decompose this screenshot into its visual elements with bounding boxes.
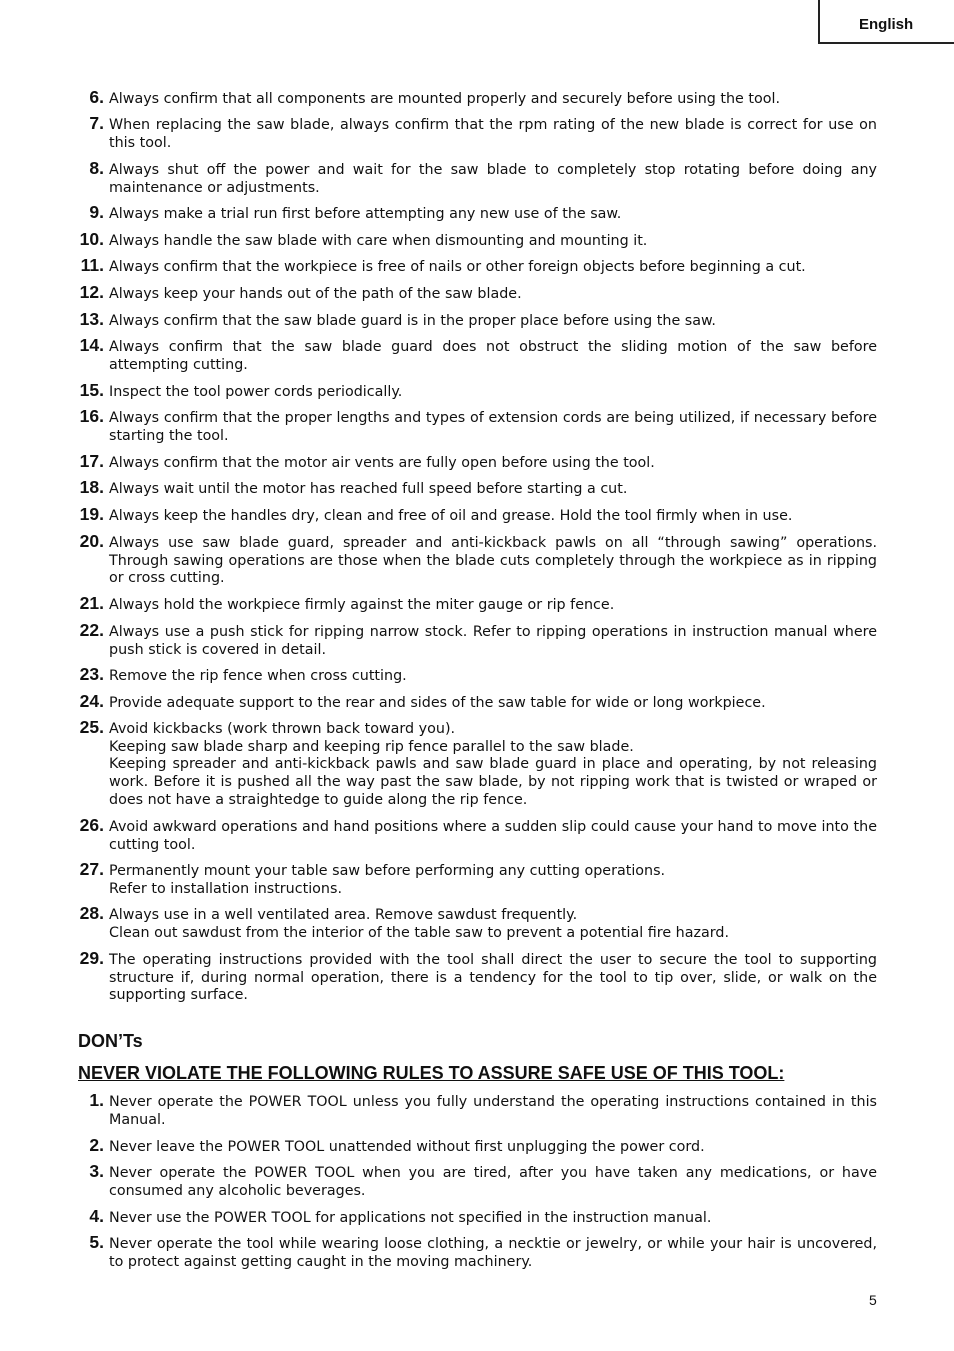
- item-number: 5.: [89, 1232, 104, 1252]
- item-text: Remove the rip fence when cross cutting.: [109, 668, 407, 684]
- item-number: 9.: [89, 202, 104, 222]
- item-text: Always use a push stick for ripping narrow stock. Refer to ripping operations in instruction manual where push stick is covered in detail.: [109, 624, 877, 658]
- item-number: 15.: [79, 380, 104, 400]
- item-number: 27.: [79, 859, 104, 879]
- item-text: The operating instructions provided with the tool shall direct the user to secure the tool to supporting structure if, during normal operation, there is a tendency for the tool to tip over, slide, or walk on the supporting surface.: [109, 952, 877, 1004]
- item-number: 11.: [80, 255, 104, 275]
- donts-heading: DON’Ts: [78, 1031, 143, 1051]
- item-number: 18.: [79, 477, 104, 497]
- item-number: 29.: [79, 948, 104, 968]
- item-text: Always confirm that the workpiece is free of nails or other foreign objects before beginning a cut.: [109, 259, 806, 275]
- item-text: Always confirm that the saw blade guard is in the proper place before using the saw.: [109, 313, 716, 329]
- item-number: 25.: [79, 717, 104, 737]
- item-text: Always confirm that all components are mounted properly and securely before using the tool.: [109, 91, 781, 107]
- language-label: English: [859, 16, 914, 33]
- item-text: Always keep your hands out of the path of the saw blade.: [109, 286, 522, 302]
- page-number: 5: [869, 1292, 877, 1308]
- item-text: Always confirm that the saw blade guard does not obstruct the sliding motion of the saw before attempting cutting.: [109, 339, 877, 373]
- item-text: Provide adequate support to the rear and sides of the saw table for wide or long workpiece.: [109, 695, 766, 711]
- item-number: 6.: [89, 87, 104, 107]
- item-text: Always handle the saw blade with care when dismounting and mounting it.: [109, 233, 648, 249]
- item-number: 12.: [79, 282, 104, 302]
- item-text: Inspect the tool power cords periodically.: [109, 384, 403, 400]
- item-number: 13.: [79, 309, 104, 329]
- item-number: 17.: [79, 451, 104, 471]
- item-number: 1.: [89, 1090, 104, 1110]
- item-number: 3.: [89, 1161, 104, 1181]
- item-number: 2.: [89, 1135, 104, 1155]
- item-text: Always use in a well ventilated area. Remove sawdust frequently. Clean out sawdust from the interior of the table saw to prevent a potential fire hazard.: [109, 907, 730, 941]
- item-text: Never operate the tool while wearing loose clothing, a necktie or jewelry, or while your hair is uncovered, to protect against getting caught in the moving machinery.: [109, 1236, 877, 1270]
- item-number: 21.: [79, 593, 104, 613]
- item-number: 24.: [79, 691, 104, 711]
- item-number: 28.: [79, 903, 104, 923]
- item-text: Always keep the handles dry, clean and free of oil and grease. Hold the tool firmly when in use.: [109, 508, 793, 524]
- item-text: Avoid kickbacks (work thrown back toward you). Keeping saw blade sharp and keeping rip fence parallel to the saw blade. Keeping spreader and anti-kickback pawls and saw blade guard in place and operating, by not releasing work. Before it is pushed all the way past the saw blade, by not ripping work that is twisted or wraped or does not have a straightedge to guide along the rip fence.: [109, 721, 877, 808]
- item-text: Avoid awkward operations and hand positions where a sudden slip could cause your hand to move into the cutting tool.: [109, 819, 877, 853]
- item-number: 23.: [79, 664, 104, 684]
- item-number: 8.: [89, 158, 104, 178]
- item-text: Never operate the POWER TOOL when you are tired, after you have taken any medications, or have consumed any alcoholic beverages.: [109, 1165, 877, 1199]
- item-text: Always hold the workpiece firmly against the miter gauge or rip fence.: [109, 597, 615, 613]
- item-text: Never operate the POWER TOOL unless you fully understand the operating instructions contained in this Manual.: [109, 1094, 877, 1128]
- item-number: 26.: [79, 815, 104, 835]
- item-text: Always shut off the power and wait for the saw blade to completely stop rotating before doing any maintenance or adjustments.: [109, 162, 877, 196]
- item-number: 10.: [79, 229, 104, 249]
- item-text: Never leave the POWER TOOL unattended without first unplugging the power cord.: [109, 1139, 705, 1155]
- item-number: 22.: [79, 620, 104, 640]
- item-number: 16.: [79, 406, 104, 426]
- never-violate-heading: NEVER VIOLATE THE FOLLOWING RULES TO ASSURE SAFE USE OF THIS TOOL:: [78, 1063, 785, 1083]
- item-text: Permanently mount your table saw before performing any cutting operations. Refer to installation instructions.: [109, 863, 666, 897]
- item-number: 19.: [79, 504, 104, 524]
- item-number: 14.: [79, 335, 104, 355]
- item-number: 7.: [89, 113, 104, 133]
- item-text: Always make a trial run first before attempting any new use of the saw.: [109, 206, 622, 222]
- item-text: Always confirm that the proper lengths and types of extension cords are being utilized, if necessary before starting the tool.: [109, 410, 877, 444]
- item-text: Never use the POWER TOOL for applications not specified in the instruction manual.: [109, 1210, 712, 1226]
- item-number: 20.: [79, 531, 104, 551]
- item-number: 4.: [89, 1206, 104, 1226]
- item-text: Always use saw blade guard, spreader and anti-kickback pawls on all “through sawing” operations. Through sawing operations are those when the blade cuts completely through the workpiece as in ripping or cross cutting.: [109, 535, 877, 587]
- item-text: Always confirm that the motor air vents are fully open before using the tool.: [109, 455, 655, 471]
- language-tab: [818, 0, 954, 44]
- item-text: When replacing the saw blade, always confirm that the rpm rating of the new blade is correct for use on this tool.: [109, 117, 877, 151]
- item-text: Always wait until the motor has reached full speed before starting a cut.: [109, 481, 628, 497]
